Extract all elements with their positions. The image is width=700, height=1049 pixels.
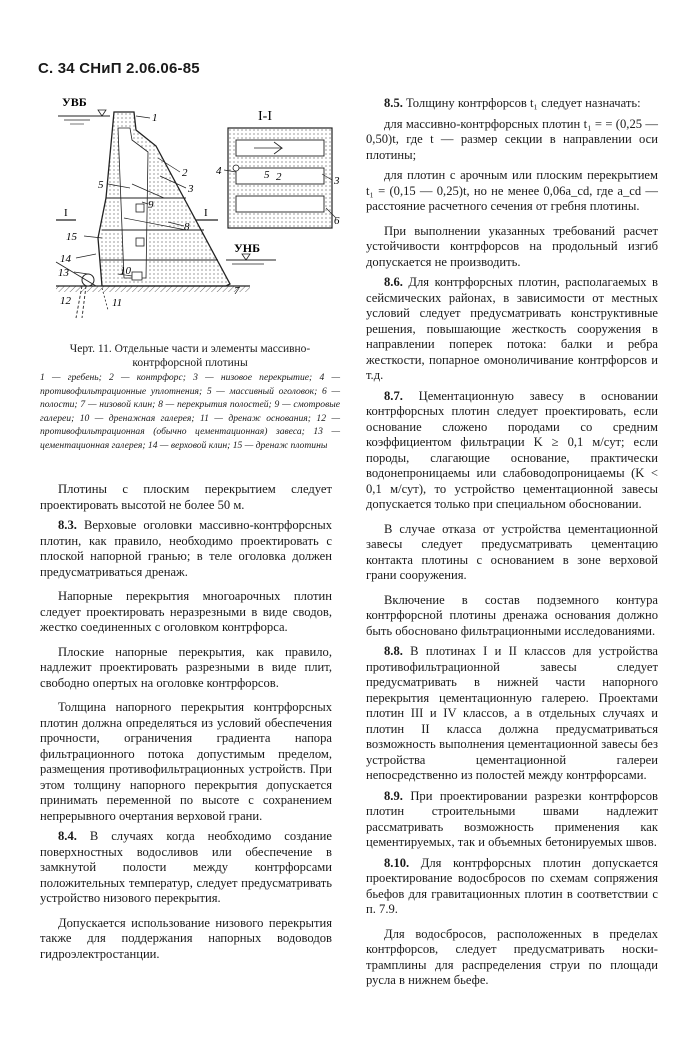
section-title: I-I bbox=[258, 109, 272, 124]
label-7: 7 bbox=[234, 285, 240, 297]
label-uvb: УВБ bbox=[62, 95, 87, 109]
paragraph-8-6 bbox=[366, 275, 658, 384]
paragraph: Толщина напорного перекрытия контрфорсных плотин должна определяться из условий обеспечения прочности, ограничения градиента напора фильтрационного потока допустимым пределом, размещения противофильтрационных устройств. При этом толщину напорного перекрытия допускается принимать переменной по высоте с сохранением непрерывного очертания верховой грани. bbox=[40, 700, 332, 823]
figure-legend: 1 — гребень; 2 — контрфорс; 3 — низовое перекрытие; 4 — противофильтрационные уплотнения; 5 — массивный оголовок; 6 — полости; 7 — низовой клин; 8 — перекрытия полостей; 9 — смотровые галереи; 10 — дренажная галерея; 11 — дренаж основания; 12 — противофильтрационная (обычно цементационная) завеса; 13 — цементационная галерея; 14 — верховой клин; 15 — дренаж плотины bbox=[40, 372, 340, 451]
label-14: 14 bbox=[60, 253, 71, 265]
label-2-section: 2 bbox=[276, 171, 282, 183]
clause-number: 8.4. bbox=[58, 829, 77, 843]
paragraph: для массивно-контрфорсных плотин t₁ = = (0,25 — 0,50)t, где t — размер секции в направлении оси плотины; bbox=[366, 116, 658, 162]
paragraph: При выполнении указанных требований расчет устойчивости контрфорсов на продольный изгиб допускается не производить. bbox=[366, 223, 658, 269]
label-12: 12 bbox=[60, 295, 71, 307]
paragraph-8-5 bbox=[366, 96, 658, 112]
cut-mark-right: I bbox=[204, 207, 208, 219]
paragraph-8-8 bbox=[366, 644, 658, 784]
dam-body bbox=[98, 112, 230, 286]
label-3-section: 3 bbox=[334, 175, 340, 187]
paragraph-text: При проектировании разрезки контрфорсов плотин строительными швами надлежит рассматривать возможность применения как цементируемых, так и объемных бетонируемых швов. bbox=[366, 788, 658, 849]
clause-number: 8.9. bbox=[384, 788, 403, 803]
label-5: 5 bbox=[98, 179, 104, 191]
paragraph: В случае отказа от устройства цементационной завесы следует предусматривать цементацию контакта плотины с основанием в зоне верховой грани сооружения. bbox=[366, 521, 658, 582]
label-11: 11 bbox=[112, 297, 123, 309]
label-15: 15 bbox=[66, 231, 77, 243]
paragraph: Допускается использование низового перекрытия также для поддержания напорных водоводов гидроэлектростанции. bbox=[40, 915, 332, 961]
label-1: 1 bbox=[152, 112, 158, 124]
paragraph-text: Верховые оголовки массивно-контрфорсных плотин, как правило, необходимо проектировать с плоской напорной гранью; в теле оголовка должен предусматриваться дренаж. bbox=[40, 518, 332, 579]
label-10: 10 bbox=[120, 265, 131, 277]
page-header: С. 34 СНиП 2.06.06-85 bbox=[38, 60, 200, 77]
paragraph: для плотин с арочным или плоским перекрытием t₁ = (0,15 — 0,25)t, но не менее 0,06a_cd, где a_cd — расстояние расчетного сечения от гребня плотины. bbox=[366, 168, 658, 213]
clause-number: 8.6. bbox=[384, 275, 403, 289]
paragraph: Плоские напорные перекрытия, как правило, надлежит проектировать разрезными в виде плит, свободно опертых на оголовке контрфорсов. bbox=[40, 644, 332, 690]
label-2: 2 bbox=[182, 167, 188, 179]
figure-caption: Черт. 11. Отдельные части и элементы массивно-контрфорсной плотины bbox=[69, 343, 311, 369]
paragraph: Включение в состав подземного контура контрфорсной плотины дренажа основания должно быть обосновано фильтрационными исследованиями. bbox=[366, 592, 658, 638]
clause-number: 8.3. bbox=[58, 518, 77, 532]
label-8: 8 bbox=[184, 221, 190, 233]
clause-number: 8.10. bbox=[384, 855, 410, 870]
paragraph-text: Цементационную завесу в основании контрфорсных плотин следует проектировать, если основание сложено породами со средним коэффициентом фильтрации K ≥ 0,1 м/сут; если породы, слагающие основание, практически водонепроницаемы или слабоводопроницаемы (K < 0,1 м/сут), то устройство цементационной завесы допускается только при специальном обосновании. bbox=[366, 388, 658, 511]
clause-number: 8.8. bbox=[384, 644, 403, 658]
left-column bbox=[40, 482, 332, 967]
label-unb: УНБ bbox=[234, 241, 261, 255]
right-column bbox=[366, 96, 658, 994]
clause-number: 8.5. bbox=[384, 96, 403, 110]
paragraph-text: Толщину контрфорсов t₁ следует назначать: bbox=[402, 96, 641, 110]
upstream-water-level bbox=[58, 110, 110, 124]
label-13: 13 bbox=[58, 267, 69, 279]
downstream-water-level bbox=[226, 254, 276, 264]
paragraph-text: Для контрфорсных плотин допускается проектирование водосбросов по схемам сопряжения бьефов для гравитационных плотин в соответствии с п. 7.9. bbox=[366, 855, 658, 916]
paragraph: Для водосбросов, расположенных в пределах контрфорсов, следует предусматривать носки-трамплины для распределения струи по площади русла в нижнем бьефе. bbox=[366, 926, 658, 987]
paragraph: Напорные перекрытия многоарочных плотин следует проектировать неразрезными в виде сводов, жестко соединенных с оголовком контрфорса. bbox=[40, 589, 332, 634]
paragraph-text: В плотинах I и II классов для устройства противофильтрационной завесы следует предусматривать в нижней части напорного перекрытия цементационную галерею. Проектами плотин III и IV классов, а в отдельных случаях и плотин II класса должна предусматриваться возможность выполнения цементационной завесы без устройства цементационной галереи непосредственно из полостей между контрфорсами. bbox=[366, 644, 658, 782]
paragraph-8-4 bbox=[40, 829, 332, 907]
label-9: 9 bbox=[148, 199, 154, 211]
cut-mark-left: I bbox=[64, 207, 68, 219]
paragraph-8-9 bbox=[366, 789, 658, 851]
paragraph-8-7 bbox=[366, 389, 658, 513]
label-5-section: 5 bbox=[264, 169, 270, 181]
label-4: 4 bbox=[216, 165, 222, 177]
paragraph-8-3 bbox=[40, 518, 332, 580]
paragraph-8-10 bbox=[366, 856, 658, 918]
dam-drawing bbox=[36, 88, 348, 320]
label-6: 6 bbox=[334, 215, 340, 227]
paragraph-text: В случаях когда необходимо создание поверхностных водосливов или обеспечение в замкнутой полости между контрфорсами положительных температур, следует предусматривать устройство низового перекрытия. bbox=[40, 829, 332, 905]
label-3: 3 bbox=[188, 183, 194, 195]
clause-number: 8.7. bbox=[384, 388, 403, 403]
paragraph-text: Для контрфорсных плотин, располагаемых в сейсмических районах, в зависимости от местных условий следует предусматривать конструктивные решения, повышающие жесткость сооружения в направлении поперек потока: балки и ребра жесткости, попарное омоноличивание контрфорсов и т.д. bbox=[366, 275, 658, 382]
paragraph: Плотины с плоским перекрытием следует проектировать высотой не более 50 м. bbox=[40, 482, 332, 512]
